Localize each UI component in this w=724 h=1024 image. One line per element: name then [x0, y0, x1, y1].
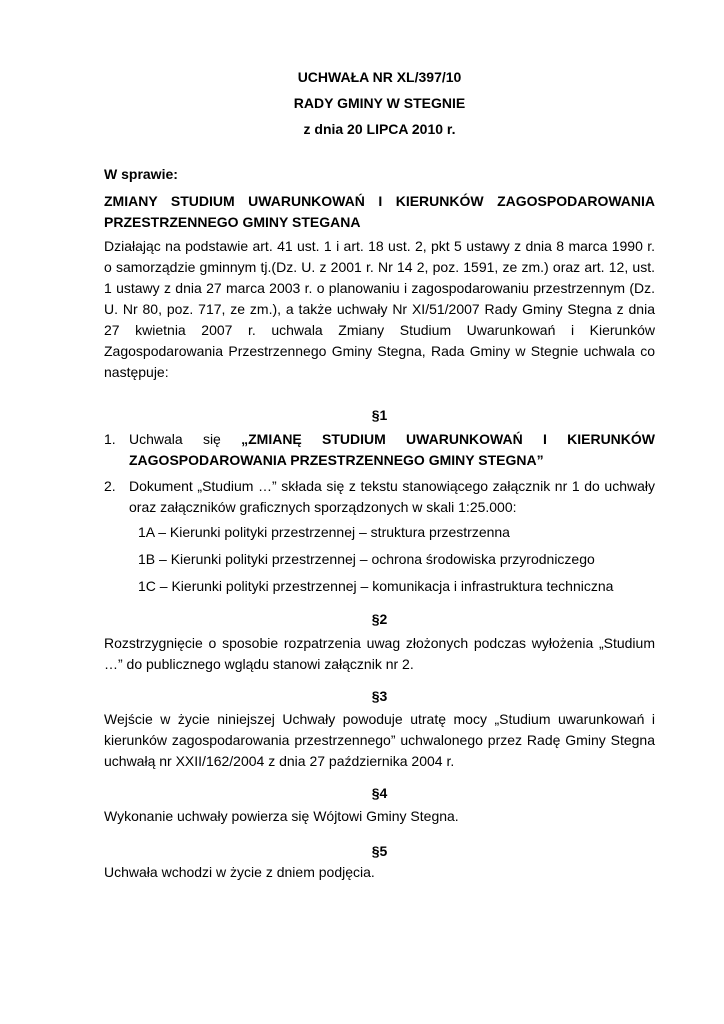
list-item-text: Uchwala się [129, 431, 221, 447]
list-item [104, 476, 655, 518]
section-2-text: Rozstrzygnięcie o sposobie rozpatrzenia uwag złożonych podczas wyłożenia „Studium …” do publicznego wglądu stanowi załącznik nr 2. [104, 635, 655, 672]
subject-label: W sprawie: [104, 166, 178, 182]
list-item-bold-title: „ZMIANĘ STUDIUM UWARUNKOWAŃ I KIERUNKÓW ZAGOSPODAROWANIA PRZESTRZENNEGO GMINY STEGNA” [129, 431, 655, 468]
resolution-date: z dnia 20 LIPCA 2010 r. [303, 121, 456, 137]
list-item-body [129, 429, 655, 471]
section-1-heading: §1 [371, 407, 388, 423]
list-number: 1. [104, 431, 116, 447]
section-5-text: Uchwała wchodzi w życie z dniem podjęcia. [104, 864, 375, 880]
attachment-1a: 1A – Kierunki polityki przestrzennej – struktura przestrzenna [138, 524, 510, 540]
section-3-text: Wejście w życie niniejszej Uchwały powoduje utratę mocy „Studium uwarunkowań i kierunków zagospodarowania przestrzennego” uchwalonego przez Radę Gminy Stegna uchwałą nr XXII/162/2004 z dnia 27 października 2004 r. [104, 711, 655, 769]
preamble: Działając na podstawie art. 41 ust. 1 i art. 18 ust. 2, pkt 5 ustawy z dnia 8 marca 1990 r. o samorządzie gminnym tj.(Dz. U. z 2001 r. Nr 14 2, poz. 1591, ze zm.) oraz art. 12, ust. 1 ustawy z dnia 27 marca 2003 r. o planowaniu i zagospodarowaniu przestrzennym (Dz. U. Nr 80, poz. 717, ze zm.), a także uchwały Nr XI/51/2007 Rady Gminy Stegna z dnia 27 kwietnia 2007 r. uchwala Zmiany Studium Uwarunkowań i Kierunków Zagospodarowania Przestrzennego Gminy Stegna, Rada Gminy w Stegnie uchwala co następuje: [104, 238, 655, 380]
section-4-heading: §4 [371, 785, 388, 801]
section-5-heading: §5 [371, 843, 388, 859]
section-3-heading: §3 [371, 688, 388, 704]
attachment-1c: 1C – Kierunki polityki przestrzennej – komunikacja i infrastruktura techniczna [138, 578, 614, 594]
section-4-text: Wykonanie uchwały powierza się Wójtowi Gminy Stegna. [104, 808, 459, 824]
attachment-1b: 1B – Kierunki polityki przestrzennej – ochrona środowiska przyrodniczego [138, 551, 595, 567]
list-item [104, 429, 655, 471]
subject-title: ZMIANY STUDIUM UWARUNKOWAŃ I KIERUNKÓW ZAGOSPODAROWANIA PRZESTRZENNEGO GMINY STEGANA [104, 193, 655, 230]
section-2-heading: §2 [371, 611, 388, 627]
list-number: 2. [104, 478, 116, 494]
council-name: RADY GMINY W STEGNIE [293, 95, 466, 111]
resolution-number: UCHWAŁA NR XL/397/10 [297, 69, 462, 85]
list-item-text: Dokument „Studium …” składa się z tekstu stanowiącego załącznik nr 1 do uchwały oraz załączników graficznych sporządzonych w skali 1:25.000: [129, 478, 655, 515]
